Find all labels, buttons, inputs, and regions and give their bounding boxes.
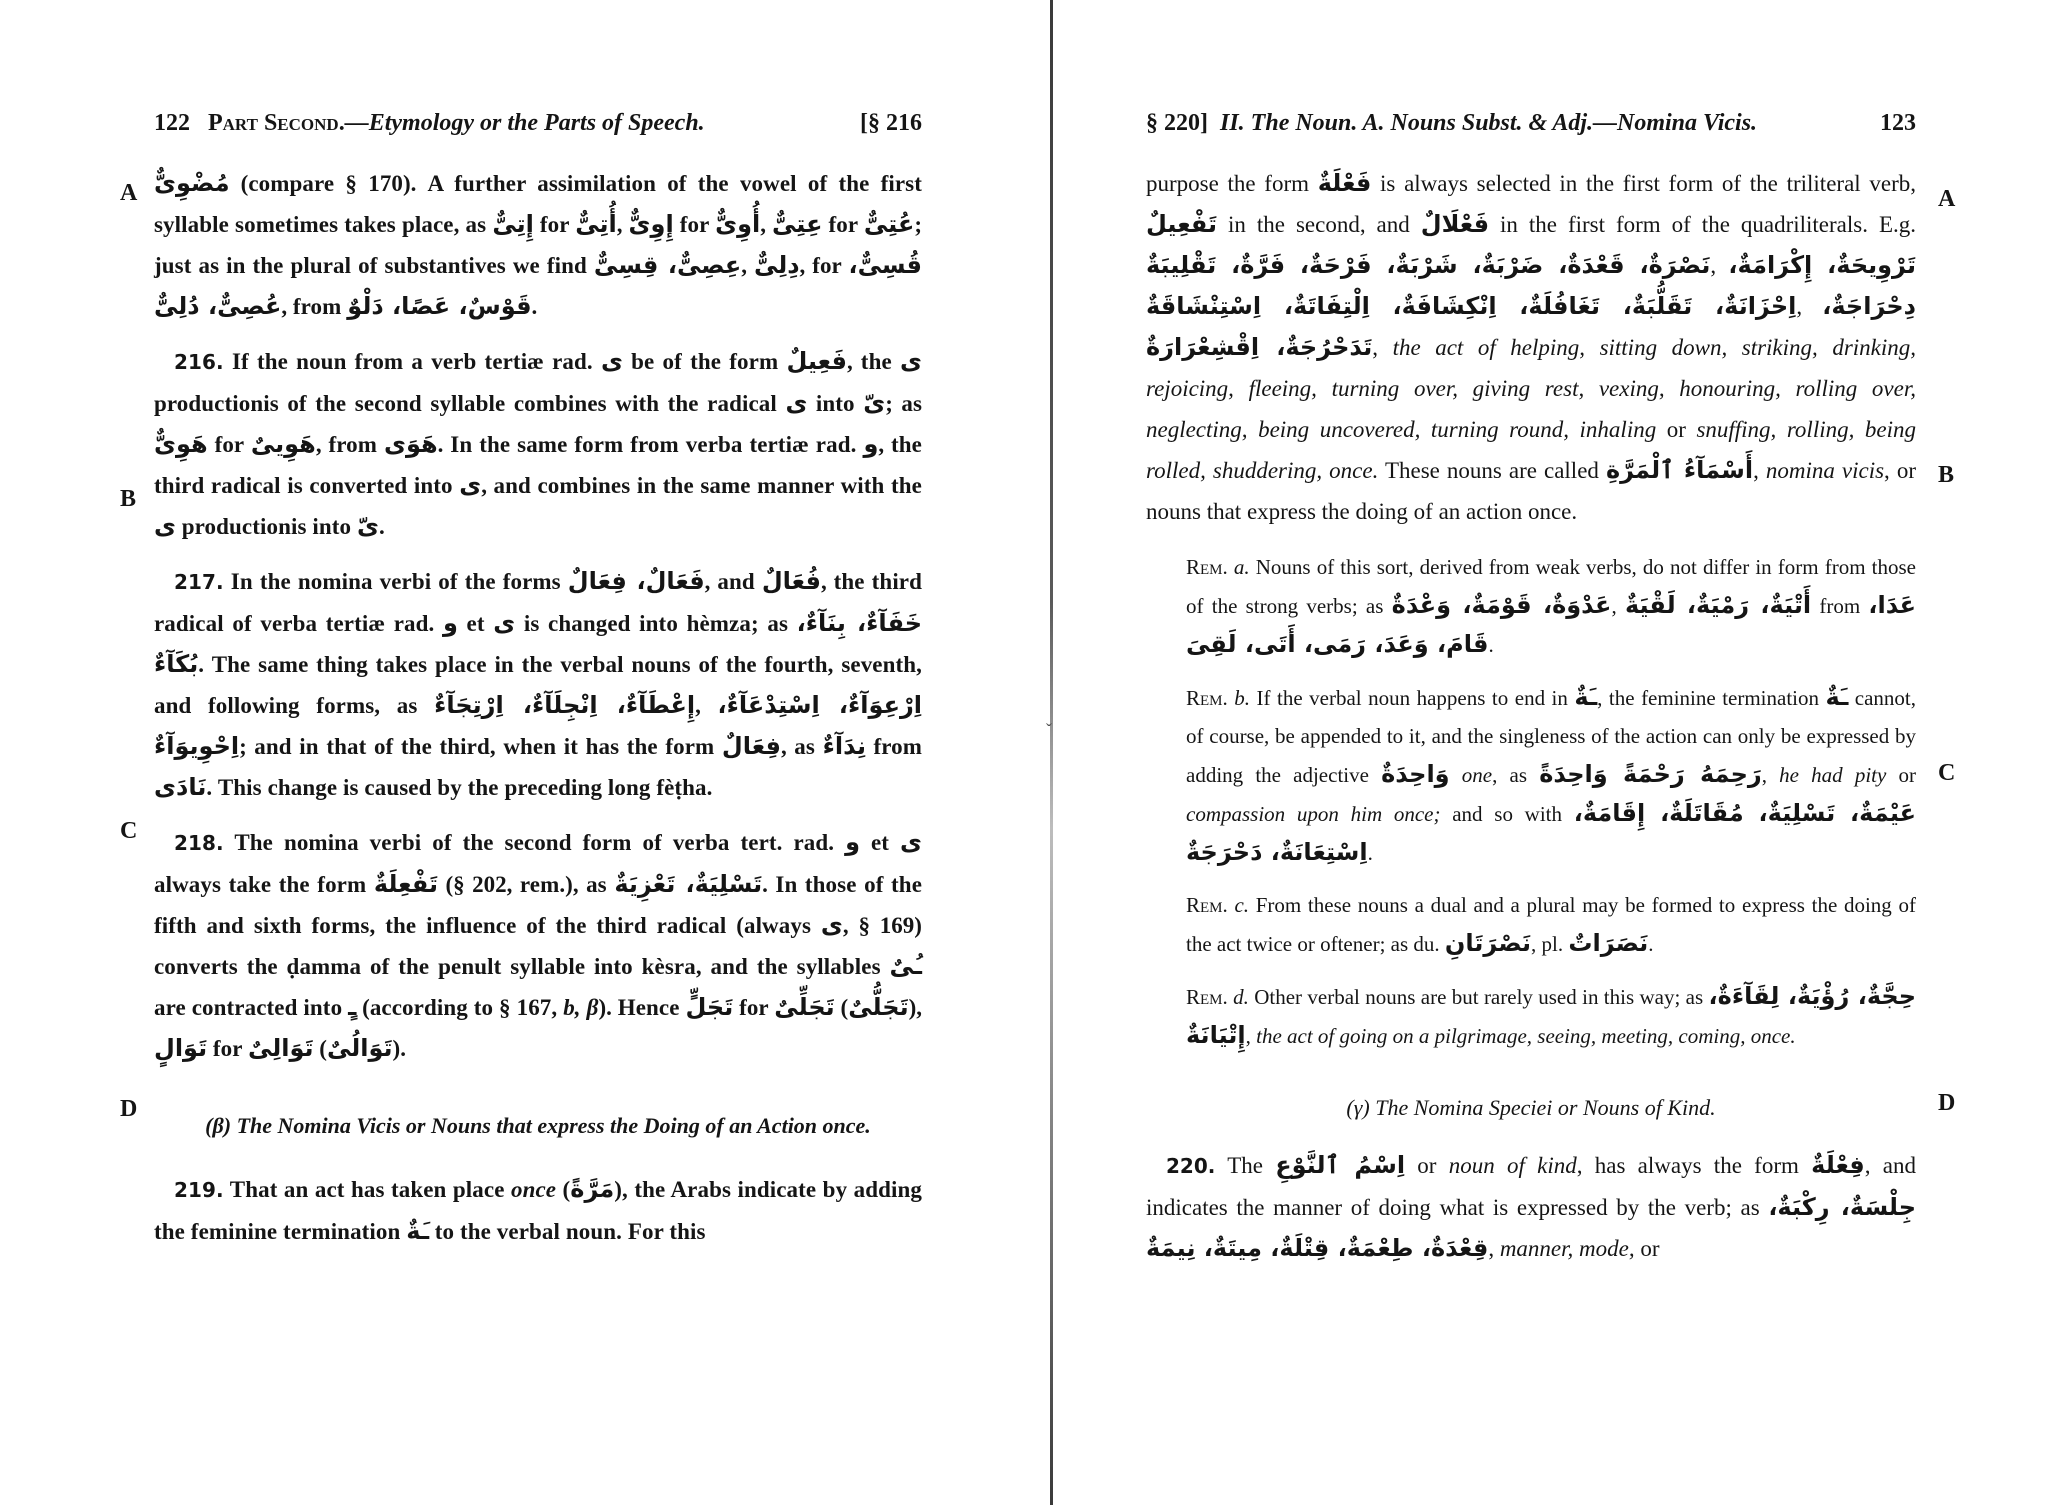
- arabic-word: فَعَالٌ، فِعَالٌ: [567, 567, 705, 595]
- arabic-word: فِعَالٌ: [721, 732, 782, 760]
- arabic-word: ـَةٌ: [1574, 683, 1598, 711]
- text-run: , and: [704, 569, 762, 594]
- arabic-word: حِجَّةٌ، رُؤْيَةٌ، لِقَآءَةٌ، إِتْيَانَةٌ: [1186, 982, 1917, 1049]
- right-margin-letter-b: B: [1938, 462, 1955, 488]
- arabic-word: تَجَلٍّ: [685, 993, 734, 1021]
- text-run: for: [207, 432, 251, 457]
- text-run: ),: [908, 995, 922, 1020]
- text-run: . This change is caused by the preceding long fèṭha.: [206, 775, 713, 800]
- text-run: The nomina verbi of the second form of verba tert. rad.: [223, 830, 846, 855]
- arabic-word: عَدْوَةٌ، قَوْمَةٌ، وَعْدَةٌ: [1391, 591, 1612, 619]
- left-section-ref: [§ 216: [860, 110, 922, 136]
- text-run: .: [1488, 633, 1494, 657]
- italic-text: the act of going on a pilgrimage, seeing, meeting, coming, once.: [1256, 1024, 1796, 1048]
- arabic-word: نَادَى: [154, 773, 207, 801]
- arabic-word: نِدَآءٌ: [822, 732, 866, 760]
- text-run: from: [865, 734, 922, 759]
- left-page-number: 122: [154, 110, 190, 136]
- text-run: , from: [315, 432, 384, 457]
- arabic-word: عِتِىٌّ: [772, 210, 823, 238]
- left-page: [154, 110, 922, 1252]
- italic-text: snuffing, rolling, being rolled, shuddering, once.: [1146, 417, 1916, 483]
- text-run: ,: [1372, 335, 1393, 360]
- arabic-word: و: [845, 828, 861, 856]
- section-number: 216.: [174, 350, 224, 374]
- arabic-word: عُتِىٌّ: [863, 210, 915, 238]
- text-run: . In those of the fifth and sixth forms, the influence of the third radical (always: [154, 872, 923, 938]
- text-run: In the nomina verbi of the forms: [223, 569, 568, 594]
- remark-letter: c.: [1234, 893, 1250, 917]
- left-page-header: [154, 110, 922, 137]
- left-margin-letter-b: B: [120, 486, 137, 512]
- section-number: 219.: [174, 1178, 224, 1202]
- remark: [1186, 678, 1916, 872]
- text-run: The: [1215, 1153, 1276, 1178]
- text-run: Nouns of this sort, derived from weak verbs, do not differ in form from those of the strong verbs; as: [1186, 555, 1916, 618]
- right-page-number: 123: [1880, 110, 1916, 136]
- remark-label: Rem.: [1186, 686, 1235, 710]
- gutter-mark: ˇ: [1046, 720, 1052, 740]
- text-run: always take the form: [154, 872, 374, 897]
- text-run: from: [1811, 594, 1869, 618]
- arabic-word: تَفْعِيلٌ: [1146, 210, 1218, 238]
- text-run: .: [1367, 841, 1373, 865]
- right-page-header: [1146, 110, 1916, 137]
- text-run: are contracted into: [154, 995, 349, 1020]
- text-run: (according to § 167,: [356, 995, 564, 1020]
- arabic-word: أَسْمَآءُ ٱلْمَرَّةِ: [1605, 456, 1754, 484]
- arabic-word: فَعْلَةٌ: [1317, 169, 1372, 197]
- text-run: ,: [1796, 294, 1823, 319]
- text-run: or: [1634, 1236, 1660, 1261]
- arabic-word: اِسْمُ ٱلنَّوْعِ: [1275, 1151, 1406, 1179]
- text-run: ,: [1488, 1236, 1500, 1261]
- text-run: is changed into hèmza; as: [515, 611, 797, 636]
- book-gutter: [1050, 0, 1053, 1505]
- text-run: , the third radical of verba tertiæ rad.: [154, 569, 923, 636]
- arabic-word: دِحْرَاجَةٌ، تَدَحْرُجَةٌ، اِقْشِعْرَارَةٌ: [1146, 292, 1916, 361]
- arabic-word: تَوَالِىٌ: [247, 1034, 314, 1062]
- text-run: or: [1886, 763, 1916, 787]
- italic-text: once: [510, 1177, 557, 1202]
- arabic-word: ىّ: [356, 512, 379, 540]
- text-run: If the noun from a verb tertiæ rad.: [223, 349, 601, 374]
- text-run: in the second, and: [1217, 212, 1421, 237]
- text-run: et: [860, 830, 901, 855]
- arabic-word: مُضْوِىٌّ: [154, 169, 230, 197]
- text-run: , pl.: [1531, 932, 1569, 956]
- text-run: ; just as in the plural of substantives we find: [154, 212, 923, 278]
- text-run: . In the same form from verba tertiæ rad.: [437, 432, 864, 457]
- paragraph: [154, 561, 922, 808]
- arabic-word: ى: [900, 347, 922, 375]
- italic-text: the act of helping, sitting down, striking, drinking, rejoicing, fleeing, turning over, giving rest, vexing, honouring, rolling over, neglecting, being uncovered, turning round, inhaling: [1146, 335, 1917, 442]
- text-run: ; and in that of the third, when it has the form: [239, 734, 722, 759]
- arabic-word: تَوَالٍ: [154, 1034, 208, 1062]
- right-page: [1146, 110, 1916, 1269]
- text-run: ,: [741, 253, 754, 278]
- text-run: purpose the form: [1146, 171, 1318, 196]
- section-number: 217.: [174, 570, 224, 594]
- arabic-word: تَسْلِيَةٌ، تَعْزِيَةٌ: [614, 870, 763, 898]
- text-run: for: [673, 212, 716, 237]
- arabic-word: عِصِىٌّ، قِسِىٌّ: [593, 251, 742, 279]
- section-number: 220.: [1166, 1154, 1216, 1178]
- arabic-word: ى: [785, 389, 808, 417]
- remark-label: Rem.: [1186, 985, 1234, 1009]
- text-run: , has always the form: [1576, 1153, 1812, 1178]
- text-run: to the verbal noun. For this: [429, 1219, 706, 1244]
- remark: [1186, 548, 1916, 664]
- arabic-word: ى: [820, 911, 843, 939]
- text-run: ,: [1245, 1024, 1257, 1048]
- remark: [1186, 886, 1916, 963]
- left-part-label: Part Second.: [208, 110, 345, 136]
- arabic-word: ى: [601, 347, 623, 375]
- italic-text: he had pity: [1779, 763, 1887, 787]
- text-run: , the feminine termination: [1597, 686, 1826, 710]
- remark-label: Rem.: [1186, 555, 1234, 579]
- text-run: ,: [695, 693, 718, 718]
- italic-text: noun of kind: [1448, 1153, 1577, 1178]
- arabic-word: هَوِيىٌ: [250, 430, 316, 458]
- arabic-word: ى: [459, 471, 482, 499]
- text-run: cannot, of course, be appended to it, and the singleness of the action can only be expressed by adding the adjective: [1186, 686, 1917, 787]
- arabic-word: ى: [154, 512, 176, 540]
- left-section-title: (β) The Nomina Vicis or Nouns that express the Doing of an Action once.: [205, 1113, 871, 1138]
- text-run: et: [457, 611, 494, 636]
- text-run: That an act has taken place: [223, 1177, 511, 1202]
- text-run: , as: [1492, 763, 1540, 787]
- arabic-word: خَفَآءٌ، بِنَآءٌ، بُكَآءٌ: [154, 609, 923, 678]
- arabic-word: هَوِىٌّ: [154, 430, 208, 458]
- arabic-word: تَوَالُىٌ: [326, 1034, 393, 1062]
- text-run: for: [207, 1036, 248, 1061]
- text-run: . The same thing takes place in the verbal nouns of the fourth, seventh, and following forms, as: [154, 652, 922, 718]
- arabic-word: دِلِىٌّ: [753, 251, 800, 279]
- paragraph: [1146, 163, 1916, 532]
- text-run: , § 169) converts the ḍamma of the penult syllable into kèsra, and the syllables: [154, 913, 922, 979]
- left-page-body: [154, 163, 922, 1069]
- paragraph: [154, 341, 922, 547]
- text-run: These nouns are called: [1378, 458, 1606, 483]
- italic-text: one: [1461, 763, 1493, 787]
- text-run: and so with: [1440, 802, 1574, 826]
- text-run: (§ 202, rem.), as: [438, 872, 615, 897]
- italic-text: compassion upon him once;: [1186, 802, 1441, 826]
- text-run: ). Hence: [598, 995, 686, 1020]
- text-run: in the first form of the quadriliterals. E.g.: [1489, 212, 1916, 237]
- text-run: for: [533, 212, 576, 237]
- text-run: for: [733, 995, 775, 1020]
- arabic-word: رَحِمَهُ رَحْمَةً وَاحِدَةً: [1539, 760, 1762, 788]
- right-section-title: (γ) The Nomina Speciei or Nouns of Kind.: [1346, 1095, 1716, 1120]
- text-run: ,: [1611, 594, 1625, 618]
- right-margin-letter-a: A: [1938, 186, 1956, 212]
- arabic-word: فُعَالٌ: [761, 567, 821, 595]
- arabic-word: ـُىٌ: [889, 952, 922, 980]
- right-last-paragraph: [1146, 1145, 1916, 1269]
- arabic-word: أُتِىٌّ: [575, 210, 617, 238]
- text-run: , the third radical is converted into: [154, 432, 922, 498]
- remark-letter: a.: [1233, 555, 1250, 579]
- arabic-word: نَصْرَةٌ، قَعْدَةٌ، ضَرْبَةٌ، شَرْبَةٌ، فَرْحَةٌ، فَرَّةٌ، تَقْلِيبَةٌ: [1146, 251, 1711, 279]
- arabic-word: ـٍ: [348, 993, 357, 1021]
- text-run: ; as: [885, 391, 923, 416]
- text-run: ).: [392, 1036, 406, 1061]
- text-run: for: [822, 212, 864, 237]
- arabic-word: أُوِىٌّ: [715, 210, 761, 238]
- right-section-ref: § 220]: [1146, 110, 1208, 136]
- arabic-word: قَوْسٌ، عَصًا، دَلْوٌ: [347, 292, 532, 320]
- section-number: 218.: [174, 831, 224, 855]
- text-run: (: [313, 1036, 327, 1061]
- arabic-word: ى: [900, 828, 923, 856]
- arabic-word: تَجَلُّىٌ: [848, 993, 909, 1021]
- arabic-word: و: [863, 430, 879, 458]
- left-margin-letter-d: D: [120, 1096, 138, 1122]
- arabic-word: فَعْلَالٌ: [1420, 210, 1490, 238]
- arabic-word: تَرْوِيحَةٌ، إِكْرَامَةٌ، اِحْزَانَةٌ، تَقَلُّبَةٌ، تَغَافُلَةٌ، اِنْكِشَافَةٌ، اِلْتِفَاتَةٌ، اِسْتِنْشَاقَةٌ: [1146, 251, 1916, 320]
- remark-letter: b.: [1234, 686, 1251, 710]
- text-run: From these nouns a dual and a plural may be formed to express the doing of the act twice or oftener; as du.: [1186, 893, 1916, 956]
- text-run: (: [556, 1177, 571, 1202]
- left-margin-letter-c: C: [120, 818, 138, 844]
- text-run: productionis into: [176, 514, 357, 539]
- right-running-title: II. The Noun. A. Nouns Subst. & Adj.—Nomina Vicis.: [1220, 110, 1758, 136]
- arabic-word: وَاحِدَةٌ: [1381, 760, 1450, 788]
- remark: [1186, 977, 1916, 1055]
- arabic-word: أَتْيَةٌ، رَمْيَةٌ، لَقْيَةٌ: [1624, 591, 1812, 619]
- arabic-word: اِرْعِوَآءٌ، اِسْتِدْعَآءٌ، اِحْوِيوَآءٌ: [154, 691, 922, 760]
- text-run: be of the form: [623, 349, 787, 374]
- text-run: , for: [799, 253, 849, 278]
- arabic-word: ـَةٌ: [406, 1217, 430, 1245]
- arabic-word: إِتِىٌّ: [492, 210, 534, 238]
- left-last-paragraph: [154, 1169, 922, 1252]
- arabic-word: جِلْسَةٌ، رِكْبَةٌ، قِعْدَةٌ، طِعْمَةٌ، قِتْلَةٌ، مِيتَةٌ، نِيمَةٌ: [1146, 1193, 1916, 1262]
- arabic-word: ـَةٌ: [1825, 683, 1849, 711]
- text-run: , and indicates the manner of doing what is expressed by the verb; as: [1146, 1153, 1916, 1220]
- text-run: or: [1405, 1153, 1449, 1178]
- text-run: , the: [846, 349, 900, 374]
- text-run: .: [378, 514, 385, 539]
- arabic-word: عَيْمَةٌ، تَسْلِيَةٌ، مُقَاتَلَةٌ، إِقَامَةٌ، اِسْتِعَانَةٌ، دَحْرَجَةٌ: [1186, 799, 1917, 866]
- text-run: ,: [1761, 763, 1780, 787]
- text-run: ,: [1710, 253, 1729, 278]
- paragraph: [154, 163, 922, 327]
- arabic-word: مَرَّةً: [570, 1175, 615, 1203]
- arabic-word: نَصَرَاتٌ: [1568, 929, 1649, 957]
- text-run: ,: [616, 212, 629, 237]
- remark-label: Rem.: [1186, 893, 1235, 917]
- arabic-word: ى: [493, 609, 516, 637]
- paragraph: [154, 822, 922, 1069]
- text-run: ), the Arabs indicate by adding the feminine termination: [154, 1177, 922, 1244]
- arabic-word: تَجَلِّىٌ: [774, 993, 835, 1021]
- text-run: [1450, 763, 1462, 787]
- text-run: , from: [281, 294, 348, 319]
- text-run: .: [531, 294, 538, 319]
- left-running-title: —Etymology or the Parts of Speech.: [344, 110, 705, 136]
- arabic-word: ىّ: [863, 389, 886, 417]
- remark-letter: d.: [1233, 985, 1249, 1009]
- italic-text: manner, mode,: [1499, 1236, 1635, 1261]
- right-page-body: [1146, 163, 1916, 532]
- arabic-word: إِعْطَآءٌ، اِنْجِلَآءٌ، اِرْتِجَآءٌ: [434, 691, 696, 719]
- text-run: or: [1656, 417, 1697, 442]
- text-run: productionis of the second syllable combines with the radical: [154, 391, 786, 416]
- right-remarks: [1146, 548, 1916, 1055]
- left-margin-letter-a: A: [120, 180, 138, 206]
- arabic-word: فِعْلَةٌ: [1811, 1151, 1865, 1179]
- text-run: .: [1648, 932, 1654, 956]
- text-run: ,: [1753, 458, 1766, 483]
- text-run: Other verbal nouns are but rarely used in this way; as: [1248, 985, 1709, 1009]
- arabic-word: فَعِيلٌ: [786, 347, 847, 375]
- arabic-word: عَدَا، قَامَ، وَعَدَ، رَمَى، أَتَى، لَقِىَ: [1186, 591, 1917, 658]
- text-run: , and combines in the same manner with the: [481, 473, 922, 498]
- text-run: (compare § 170). A further assimilation of the vowel of the first syllable sometimes takes place, as: [154, 171, 922, 237]
- text-run: (: [834, 995, 849, 1020]
- arabic-word: إِوِىٌّ: [628, 210, 674, 238]
- text-run: is always selected in the first form of the triliteral verb,: [1371, 171, 1916, 196]
- text-run: If the verbal noun happens to end in: [1250, 686, 1575, 710]
- arabic-word: تَفْعِلَةٌ: [373, 870, 439, 898]
- text-run: , as: [781, 734, 823, 759]
- text-run: , or nouns that express the doing of an action once.: [1146, 458, 1916, 524]
- arabic-word: قُسِىٌّ، عُصِىٌّ، دُلِىٌّ: [154, 251, 923, 320]
- arabic-word: نَصْرَتَانِ: [1444, 929, 1531, 957]
- arabic-word: هَوَى: [383, 430, 438, 458]
- arabic-word: و: [443, 609, 458, 637]
- italic-text: nomina vicis: [1765, 458, 1885, 483]
- right-margin-letter-c: C: [1938, 760, 1956, 786]
- text-run: ,: [760, 212, 772, 237]
- right-margin-letter-d: D: [1938, 1090, 1956, 1116]
- text-run: into: [807, 391, 864, 416]
- italic-text: b, β: [563, 995, 599, 1020]
